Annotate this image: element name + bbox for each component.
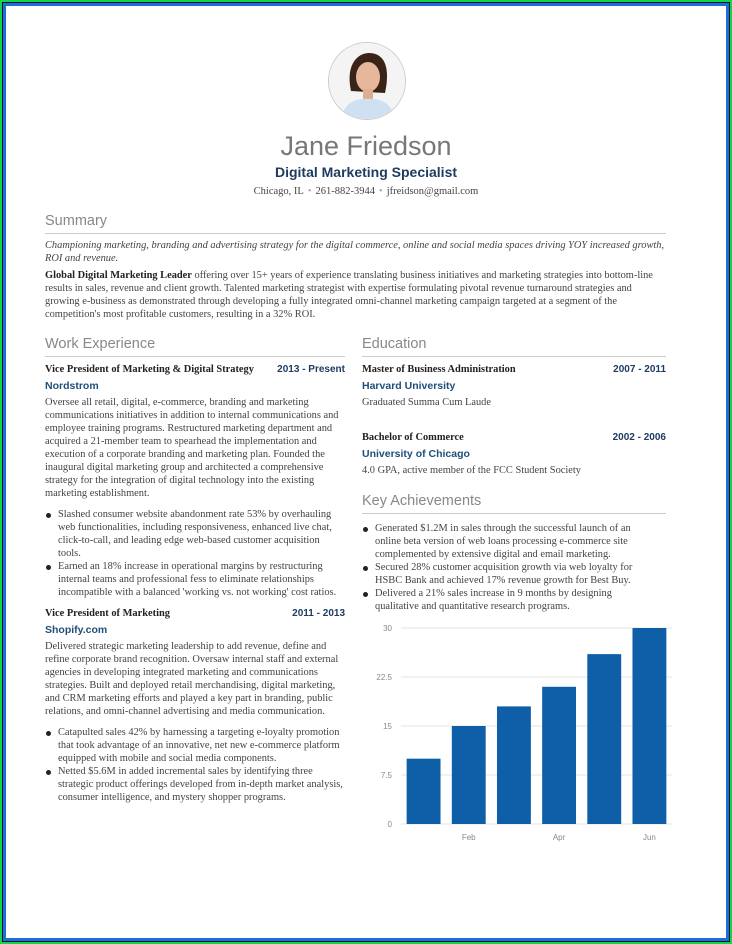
education-entry [362, 431, 666, 477]
job-description: Oversee all retail, digital, e-commerce, branding and marketing communications initiatives in addition to internal communications and employee training programs. Restructured marketing department and acquired a 21-member team to spearhead the implementation and execution of a corporate branding and marketing plan. Founded the inaugural digital marketing group and architected a comprehensive strategy for the integration of digital technology into the existing marketing establishment. [45, 397, 339, 499]
section-heading: Key Achievements [362, 492, 666, 514]
bar [632, 628, 666, 824]
bar [407, 759, 441, 824]
degree: Bachelor of Commerce [362, 432, 464, 443]
list-item: Secured 28% customer acquisition growth via web loyalty for HSBC Bank and achieved 17% revenue growth for Best Buy. [362, 561, 652, 587]
list-item: Delivered a 21% sales increase in 9 months by designing qualitative and quantitative research programs. [362, 587, 652, 613]
bar-chart [362, 618, 672, 853]
education-section [362, 335, 666, 477]
summary-body [45, 269, 666, 321]
job-dates: 2011 - 2013 [292, 608, 345, 619]
summary-text: offering over 15+ years of experience translating business initiatives and marketing strategies into bottom-line results in sales, revenue and client growth. Talented marketing strategist with expertise formulating pivotal revenue turnaround strategies and growing e-business as demonstrated through developing a fully integrated omni-channel marketing campaign targeted at a segment of the competition's most profitable customers, resulting in a 32% ROI. [45, 270, 653, 320]
job-company: Nordstrom [45, 380, 99, 392]
section-heading: Education [362, 335, 666, 357]
education-note: 4.0 GPA, active member of the FCC Student Society [362, 465, 581, 476]
key-achievements-section [362, 492, 666, 613]
school: University of Chicago [362, 448, 470, 460]
section-heading: Summary [45, 212, 666, 234]
bar [452, 726, 486, 824]
summary-section [45, 212, 666, 321]
bar [587, 654, 621, 824]
bar [497, 706, 531, 824]
list-item: Generated $1.2M in sales through the successful launch of an online beta version of web loans processing e-commerce site complemented by extensive digital and email marketing. [362, 522, 652, 561]
location: Chicago, IL [253, 186, 304, 197]
list-item: Netted $5.6M in added incremental sales by identifying three strategic product offerings developed from in-depth market analysis, consumer intelligence, and mystery shopper programs. [45, 765, 345, 804]
list-item: Slashed consumer website abandonment rate 53% by overhauling web functionalities, including responsiveness, enhanced live chat, click-to-call, and leading edge web-based customer acquisition tools. [45, 508, 345, 560]
y-tick-label: 7.5 [380, 771, 392, 780]
phone: 261-882-3944 [315, 186, 376, 197]
job-entry [45, 607, 345, 804]
list-item: Earned an 18% increase in operational margins by restructuring internal teams and professional fess to eliminate relationships incompatible with a balanced 'working vs. not working' cost ratios. [45, 560, 345, 599]
section-heading: Work Experience [45, 335, 345, 357]
contact-line [6, 185, 726, 198]
candidate-name: Jane Friedson [280, 131, 452, 161]
education-note: Graduated Summa Cum Laude [362, 397, 491, 408]
y-tick-label: 22.5 [376, 673, 392, 682]
bar [542, 687, 576, 824]
y-tick-label: 0 [387, 820, 392, 829]
job-entry [45, 363, 345, 599]
job-role: Vice President of Marketing & Digital Strategy [45, 364, 254, 375]
degree: Master of Business Administration [362, 364, 516, 375]
x-tick-label: Apr [552, 833, 566, 842]
summary-tagline: Championing marketing, branding and advertising strategy for the digital commerce, online and social media spaces driving YOY increased growth, ROI and revenue. [45, 240, 665, 264]
school: Harvard University [362, 380, 456, 392]
resume-page [6, 6, 726, 938]
job-role: Vice President of Marketing [45, 608, 170, 619]
candidate-title: Digital Marketing Specialist [274, 164, 458, 180]
summary-lead: Global Digital Marketing Leader [45, 270, 192, 281]
job-company: Shopify.com [45, 624, 108, 636]
email-link[interactable]: jfreidson@gmail.com [386, 186, 479, 197]
separator: • [379, 186, 383, 197]
separator: • [307, 186, 312, 197]
work-experience-section [45, 335, 345, 804]
list-item: Catapulted sales 42% by harnessing a targeting e-loyalty promotion that took advantage of an innovative, net new e-commerce platform equipped with mobile and social media components. [45, 726, 345, 765]
x-tick-label: Feb [461, 833, 476, 842]
x-tick-label: Jun [642, 833, 656, 842]
job-description: Delivered strategic marketing leadership to add revenue, define and refine corporate brand recognition. Oversaw internal staff and external agencies in developing integrated marketing and communications strategies. Built and deployed retail merchandising, digital marketing, and CRM marketing efforts and played a key part in branding, public relations, and omni-channel advertising and media communication. [45, 641, 339, 717]
education-dates: 2002 - 2006 [612, 432, 666, 443]
y-tick-label: 15 [383, 722, 392, 731]
education-entry [362, 363, 666, 409]
y-tick-label: 30 [383, 624, 392, 633]
job-dates: 2013 - Present [277, 364, 345, 375]
education-dates: 2007 - 2011 [613, 364, 666, 375]
profile-photo [328, 42, 406, 120]
